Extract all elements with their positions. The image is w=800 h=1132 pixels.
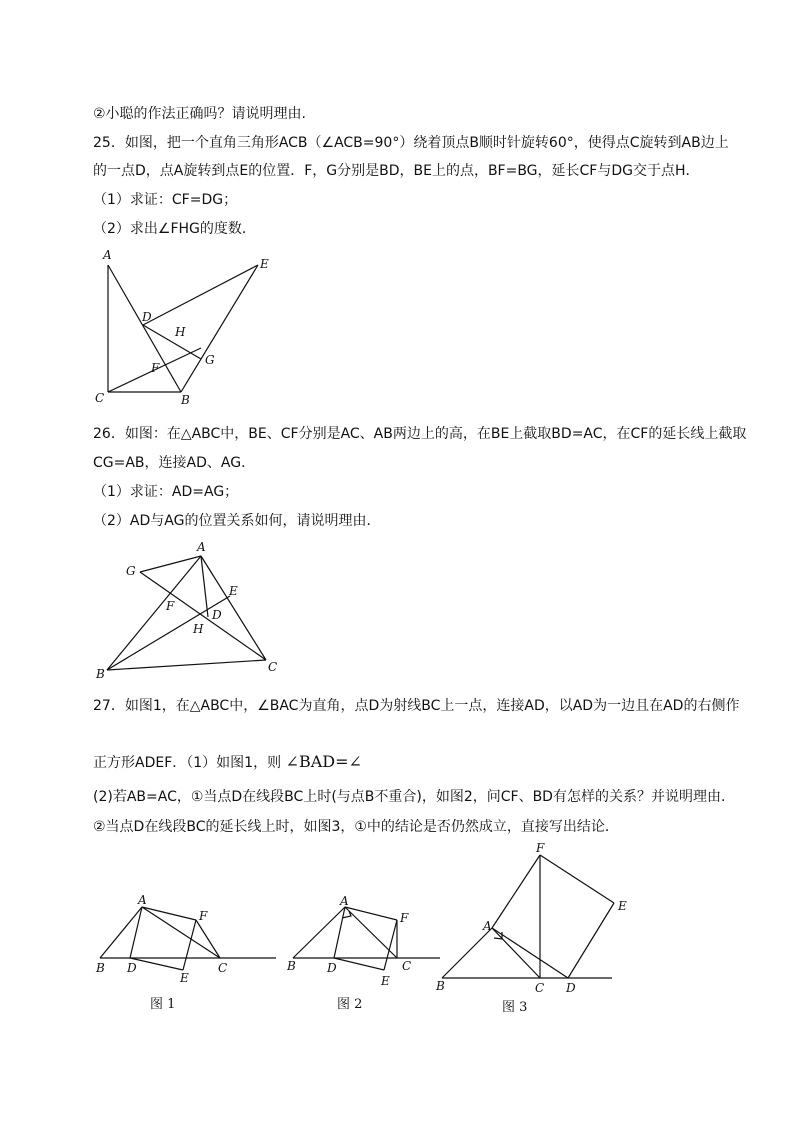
- q26-label-b: B: [96, 667, 105, 680]
- fig2-segment-de: [334, 958, 384, 970]
- q25-label-h: H: [175, 325, 186, 339]
- fig3-segment-af: [492, 855, 540, 928]
- fig1-label-e: E: [180, 971, 189, 985]
- fig2-label-b: B: [287, 959, 296, 973]
- q26-part1: （1）求证：AD=AG；: [93, 484, 239, 500]
- q25-segment-ab: [108, 265, 181, 392]
- q27-figure1: [92, 895, 280, 985]
- q27-figure3-caption: 图 3: [502, 1000, 528, 1015]
- fig2-label-f: F: [400, 911, 409, 925]
- q25-label-e: E: [260, 257, 269, 271]
- fig1-label-a: A: [138, 895, 147, 907]
- fig3-label-e: E: [618, 899, 627, 913]
- fig1-segment-de: [130, 958, 183, 970]
- fig3-segment-ad: [492, 928, 568, 978]
- fig1-segment-ac: [142, 907, 220, 958]
- q26-label-f: F: [166, 599, 175, 613]
- fig1-segment-fc: [196, 920, 220, 958]
- fig2-segment-ef: [384, 920, 397, 970]
- fig3-segment-ed: [568, 903, 614, 978]
- q26-label-e: E: [229, 584, 238, 598]
- q27-figure1-caption: 图 1: [150, 997, 176, 1012]
- q27-figure2: [285, 895, 445, 990]
- q25-figure: [90, 245, 290, 410]
- fig3-segment-ab: [442, 928, 492, 978]
- q26-text-line2: CG=AB，连接AD、AG．: [93, 455, 256, 471]
- fig2-segment-af: [345, 907, 397, 920]
- q26-label-d: D: [212, 608, 222, 622]
- fig3-label-b: B: [436, 979, 445, 993]
- fig2-segment-ad: [334, 907, 345, 958]
- q25-label-d: D: [142, 310, 152, 324]
- fig2-label-e: E: [381, 974, 390, 988]
- q26-segment-ag: [140, 556, 201, 572]
- fig1-label-b: B: [96, 961, 105, 975]
- q27-figure3: [430, 840, 640, 1000]
- q25-label-c: C: [95, 391, 105, 405]
- fig2-label-c: C: [402, 959, 412, 973]
- q25-label-g: G: [205, 353, 215, 367]
- fig3-segment-ac: [492, 928, 540, 978]
- q26-figure: [90, 535, 290, 680]
- q27-figure2-caption: 图 2: [337, 997, 363, 1012]
- q26-part2: （2）AD与AG的位置关系如何，请说明理由．: [93, 513, 381, 529]
- q27-text-line3: (2)若AB=AC，①当点D在线段BC上时(与点B不重合)，如图2，问CF、BD有怎样的关系？并说明理由．: [93, 789, 735, 805]
- fig3-label-f: F: [536, 841, 545, 855]
- fig1-segment-ef: [183, 920, 196, 970]
- fig3-label-d: D: [566, 981, 576, 995]
- fig2-label-a: A: [340, 895, 349, 908]
- q25-part1: （1）求证：CF=DG；: [93, 192, 238, 208]
- q25-label-f: F: [151, 361, 160, 375]
- fig3-segment-fe: [540, 855, 614, 903]
- q25-label-b: B: [181, 393, 190, 407]
- q25-label-a: A: [103, 248, 112, 262]
- fig1-label-c: C: [218, 961, 228, 975]
- fig3-label-a: A: [483, 919, 492, 933]
- q26-segment-bc: [107, 660, 266, 670]
- q26-label-a: A: [197, 540, 206, 554]
- q27-text-line2-prefix: 正方形ADEF．（1）如图1，则: [93, 755, 282, 771]
- q24-item2: ②小聪的作法正确吗？请说明理由.: [93, 106, 307, 122]
- q27-text-line1: 27．如图1，在△ABC中，∠BAC为直角，点D为射线BC上一点，连接AD，以AD为一边且在AD的右侧作: [93, 698, 740, 714]
- fig1-label-d: D: [127, 961, 137, 975]
- q27-text-line2: [93, 752, 362, 773]
- q27-angle-expression: ∠BAD=∠: [285, 752, 362, 771]
- q26-segment-ab: [107, 556, 201, 670]
- fig1-label-f: F: [199, 909, 208, 923]
- fig2-segment-ab: [293, 907, 345, 958]
- q26-text-line1: 26．如图：在△ABC中，BE、CF分别是AC、AB两边上的高，在BE上截取BD=AC，在CF的延长线上截取: [93, 426, 747, 442]
- q25-segment-eb: [181, 265, 258, 392]
- fig3-label-c: C: [535, 981, 545, 995]
- q26-label-g: G: [126, 564, 136, 578]
- q25-segment-de: [143, 265, 258, 325]
- q25-text-line1: 25．如图，把一个直角三角形ACB（∠ACB=90°）绕着顶点B顺时针旋转60°，使得点C旋转到AB边上: [93, 135, 729, 151]
- q25-text-line2: 的一点D，点A旋转到点E的位置．F，G分别是BD，BE上的点，BF=BG，延长CF与DG交于点H．: [93, 163, 700, 179]
- q26-label-c: C: [268, 660, 278, 674]
- q27-text-line4: ②当点D在线段BC的延长线上时，如图3，①中的结论是否仍然成立，直接写出结论．: [93, 819, 619, 835]
- fig2-label-d: D: [327, 961, 337, 975]
- q26-segment-gc: [140, 572, 266, 660]
- q26-label-h: H: [193, 622, 204, 636]
- q25-part2: （2）求出∠FHG的度数．: [93, 221, 256, 237]
- fig1-segment-af: [142, 907, 196, 920]
